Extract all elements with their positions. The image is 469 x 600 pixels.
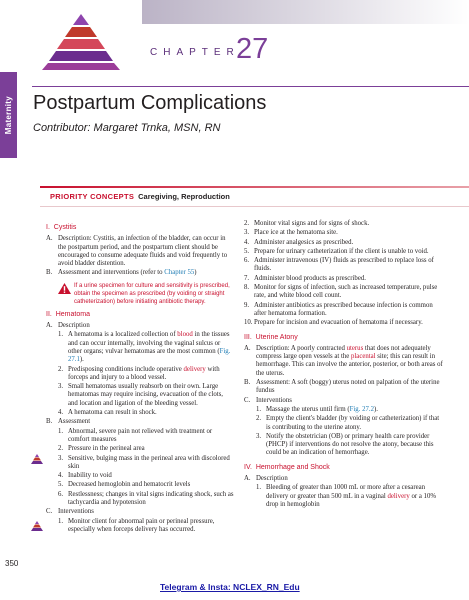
section-tab-label: Maternity xyxy=(4,95,13,135)
item-label: A. xyxy=(46,322,53,330)
item-text: Administer blood products as prescribed. xyxy=(254,274,366,282)
item-label: B. xyxy=(46,269,53,277)
contributor: Contributor: Margaret Trnka, MSN, RN xyxy=(33,122,221,134)
item-label: 2. xyxy=(256,415,262,423)
item-text: Assessment: A soft (boggy) uterus noted on palpation of the uterine fundus xyxy=(256,379,440,395)
item-label: 10. xyxy=(244,319,253,327)
item-label: 9. xyxy=(244,301,250,309)
item-text: Assessment xyxy=(58,418,91,426)
figure-link[interactable]: Fig. 27.1 xyxy=(68,347,231,364)
priority-triangle-icon xyxy=(31,521,43,531)
section-number: II. xyxy=(46,310,52,318)
item-text-part: that does not adequately compress large open vessels at the xyxy=(256,344,431,361)
item-text: Description xyxy=(256,475,288,483)
item-label: 2. xyxy=(58,365,64,373)
item-label: 4. xyxy=(58,409,64,417)
list-item xyxy=(244,248,444,256)
section-heading xyxy=(46,311,234,319)
item-text: Description xyxy=(58,322,90,330)
item-label: 2. xyxy=(58,445,64,453)
item-label: 8. xyxy=(244,284,250,292)
list-item xyxy=(58,455,234,472)
highlight-term: delivery xyxy=(183,365,206,373)
section-title: Hemorrhage and Shock xyxy=(255,463,330,471)
list-item xyxy=(256,433,444,458)
item-text xyxy=(68,331,234,364)
item-label: B. xyxy=(46,418,53,426)
list-item xyxy=(244,275,444,283)
item-text: A hematoma can result in shock. xyxy=(68,409,157,417)
item-text-part: Description: A poorly contracted xyxy=(256,344,347,352)
priority-concepts-label: PRIORITY CONCEPTS xyxy=(50,192,135,201)
header-gradient-bar xyxy=(142,0,469,24)
item-text-part: or a 10% drop in hemoglobin xyxy=(266,492,437,508)
item-label: 1. xyxy=(58,517,64,525)
list-item xyxy=(244,397,444,405)
list-item xyxy=(244,239,444,247)
item-text-part: ) xyxy=(194,269,197,277)
highlight-term: uterus xyxy=(346,344,364,352)
item-label: 4. xyxy=(244,238,250,246)
list-item xyxy=(58,481,234,489)
list-item xyxy=(46,508,234,516)
sub-list xyxy=(244,220,444,328)
list-item xyxy=(46,418,234,426)
item-text xyxy=(256,345,444,378)
sub-list xyxy=(46,331,234,417)
list-item xyxy=(58,428,234,445)
section-number: IV. xyxy=(244,463,252,471)
list-item xyxy=(58,518,234,535)
left-column xyxy=(46,222,234,535)
item-label: A. xyxy=(244,344,251,352)
sub-list xyxy=(244,406,444,458)
item-text-part: with forceps and injury to a blood vessel. xyxy=(68,365,220,381)
sub-list xyxy=(46,518,234,535)
list-item xyxy=(244,257,444,274)
item-text: Interventions xyxy=(58,508,94,516)
item-label: 5. xyxy=(58,481,64,489)
chapter-number: 27 xyxy=(236,33,269,65)
list-item xyxy=(244,284,444,301)
item-label: A. xyxy=(46,235,53,243)
list-item xyxy=(58,491,234,508)
item-label: 7. xyxy=(244,274,250,282)
item-text: Prepare for incision and evacuation of hematoma if necessary. xyxy=(254,319,423,327)
priority-concepts-value: Caregiving, Reproduction xyxy=(138,192,230,201)
item-text: Empty the client's bladder (by voiding or catheterization) if that is contributing to the uterine atony. xyxy=(266,415,440,431)
highlight-term: placental xyxy=(351,353,376,361)
item-text-part: Assessment and interventions (refer to xyxy=(58,269,165,277)
list-item xyxy=(256,415,444,432)
section-number: I. xyxy=(46,224,50,231)
item-text: Inability to void xyxy=(68,472,112,480)
item-text: Monitor client for abnormal pain or perineal pressure, especially when forceps delivery has occurred. xyxy=(68,517,215,533)
item-text xyxy=(58,269,234,277)
item-text: Administer analgesics as prescribed. xyxy=(254,238,354,246)
item-label: 6. xyxy=(58,490,64,498)
item-label: 3. xyxy=(58,454,64,462)
section-title: Cystitis xyxy=(53,224,77,231)
item-label: 3. xyxy=(256,432,262,440)
item-text: Pressure in the perineal area xyxy=(68,445,145,453)
item-label: 3. xyxy=(58,383,64,391)
list-item xyxy=(58,409,234,417)
item-text xyxy=(266,406,444,414)
item-label: 6. xyxy=(244,257,250,265)
list-item xyxy=(244,319,444,327)
concepts-bottom-rule xyxy=(40,206,469,207)
item-text-part: site; this can result in hemorrhage. This can involve the anterior, posterior, or both areas of the uterus. xyxy=(256,353,443,377)
section-heading xyxy=(244,334,444,342)
item-label: 5. xyxy=(244,247,250,255)
item-text-part: Massage the uterus until firm ( xyxy=(266,405,350,413)
item-text-part: ). xyxy=(374,405,378,413)
list-item xyxy=(244,475,444,483)
list-item xyxy=(58,383,234,408)
item-text: Sensitive, bulging mass in the perineal area with discolored skin xyxy=(68,454,230,470)
list-item xyxy=(46,322,234,330)
sub-list xyxy=(46,428,234,508)
item-label: C. xyxy=(244,396,251,404)
item-text: Restlessness; changes in vital signs indicating shock, such as tachycardia and hypotension xyxy=(68,490,234,507)
list-item xyxy=(256,484,444,509)
warning-icon xyxy=(58,283,71,294)
item-label: C. xyxy=(46,508,53,516)
list-item xyxy=(46,235,234,268)
item-label: B. xyxy=(244,379,251,387)
section-title: Hematoma xyxy=(55,310,90,318)
list-item xyxy=(58,445,234,453)
item-text xyxy=(68,366,234,383)
page-number: 350 xyxy=(5,559,19,568)
figure-link[interactable]: Fig. 27.2 xyxy=(349,405,374,413)
list-item xyxy=(244,229,444,237)
item-label: 1. xyxy=(256,405,262,413)
list-item xyxy=(58,472,234,480)
list-item xyxy=(46,269,234,277)
item-text: Decreased hemoglobin and hematocrit levels xyxy=(68,481,191,489)
item-text: Administer intravenous (IV) fluids as prescribed to replace loss of fluids. xyxy=(254,257,434,273)
section-title: Uterine Atony xyxy=(255,333,298,341)
item-text-part: in the tissues and can occur internally, involving the vaginal sulcus or other organs; vulvar hematomas are the most common ( xyxy=(68,331,230,355)
section-tab xyxy=(0,72,17,158)
item-label: 1. xyxy=(256,484,262,492)
item-text: Abnormal, severe pain not relieved with treatment or comfort measures xyxy=(68,427,213,443)
right-column xyxy=(244,220,444,510)
concepts-rule xyxy=(40,186,469,188)
list-item xyxy=(58,331,234,364)
list-item xyxy=(244,220,444,228)
item-text: Notify the obstetrician (OB) or primary health care provider (PHCP) if interventions do not resolve the atony, because this could be an indication of hemorrhage. xyxy=(266,432,434,457)
item-text: Prepare for urinary catheterization if the client is unable to void. xyxy=(254,247,429,255)
warning-note xyxy=(58,282,234,306)
item-text-part: A hematoma is a localized collection of xyxy=(68,331,178,339)
item-text-part: Predisposing conditions include operative xyxy=(68,365,184,373)
title-rule xyxy=(32,86,469,87)
item-label: 3. xyxy=(244,229,250,237)
item-text: Description: Cystitis, an infection of the bladder, can occur in the postpartum period, and the postpartum client should be encouraged to consume adequate fluids and void frequently to avoid bladder distention. xyxy=(58,235,228,268)
priority-triangle-icon xyxy=(31,454,43,464)
chapter-link[interactable]: Chapter 55 xyxy=(164,269,195,277)
item-label: 4. xyxy=(58,472,64,480)
list-item xyxy=(58,366,234,383)
item-text: Monitor for signs of infection, such as increased temperature, pulse rate, and white blood cell count. xyxy=(254,284,438,300)
item-text: Monitor vital signs and for signs of shock. xyxy=(254,220,370,227)
chapter-label: CHAPTER xyxy=(150,47,240,58)
section-heading xyxy=(46,224,234,232)
item-text: Administer antibiotics as prescribed because infection is common after hematoma formation. xyxy=(254,301,433,317)
highlight-term: delivery xyxy=(387,492,410,500)
item-text xyxy=(266,484,444,509)
warning-text: If a urine specimen for culture and sensitivity is prescribed, obtain the specimen as prescribed (by voiding or straight catheterization) before initiating antibiotic therapy. xyxy=(74,282,230,305)
sub-list xyxy=(244,484,444,509)
page-title: Postpartum Complications xyxy=(33,92,267,114)
list-item xyxy=(256,406,444,414)
item-label: 1. xyxy=(58,427,64,435)
item-text-part: ). xyxy=(79,356,84,364)
item-label: 1. xyxy=(58,331,64,339)
list-item xyxy=(244,379,444,396)
section-heading xyxy=(244,464,444,472)
item-label: 2. xyxy=(244,220,250,227)
item-label: A. xyxy=(244,475,251,483)
item-text: Interventions xyxy=(256,396,292,404)
priority-concepts xyxy=(50,192,230,201)
highlight-term: blood xyxy=(177,331,193,339)
item-text-part: Bleeding of greater than 1000 mL or more after a cesarean delivery or greater than 500 mL in a vaginal xyxy=(266,484,426,500)
list-item xyxy=(244,302,444,319)
section-number: III. xyxy=(244,333,252,341)
pyramid-logo-icon xyxy=(42,14,120,70)
footer-link[interactable]: Telegram & Insta: NCLEX_RN_Edu xyxy=(160,582,300,592)
item-text: Small hematomas usually reabsorb on their own. Large hematomas may require incising, evacuation of the clots, and location and ligation of the bleeding vessel. xyxy=(68,383,223,407)
item-text: Place ice at the hematoma site. xyxy=(254,229,338,237)
list-item xyxy=(244,345,444,378)
